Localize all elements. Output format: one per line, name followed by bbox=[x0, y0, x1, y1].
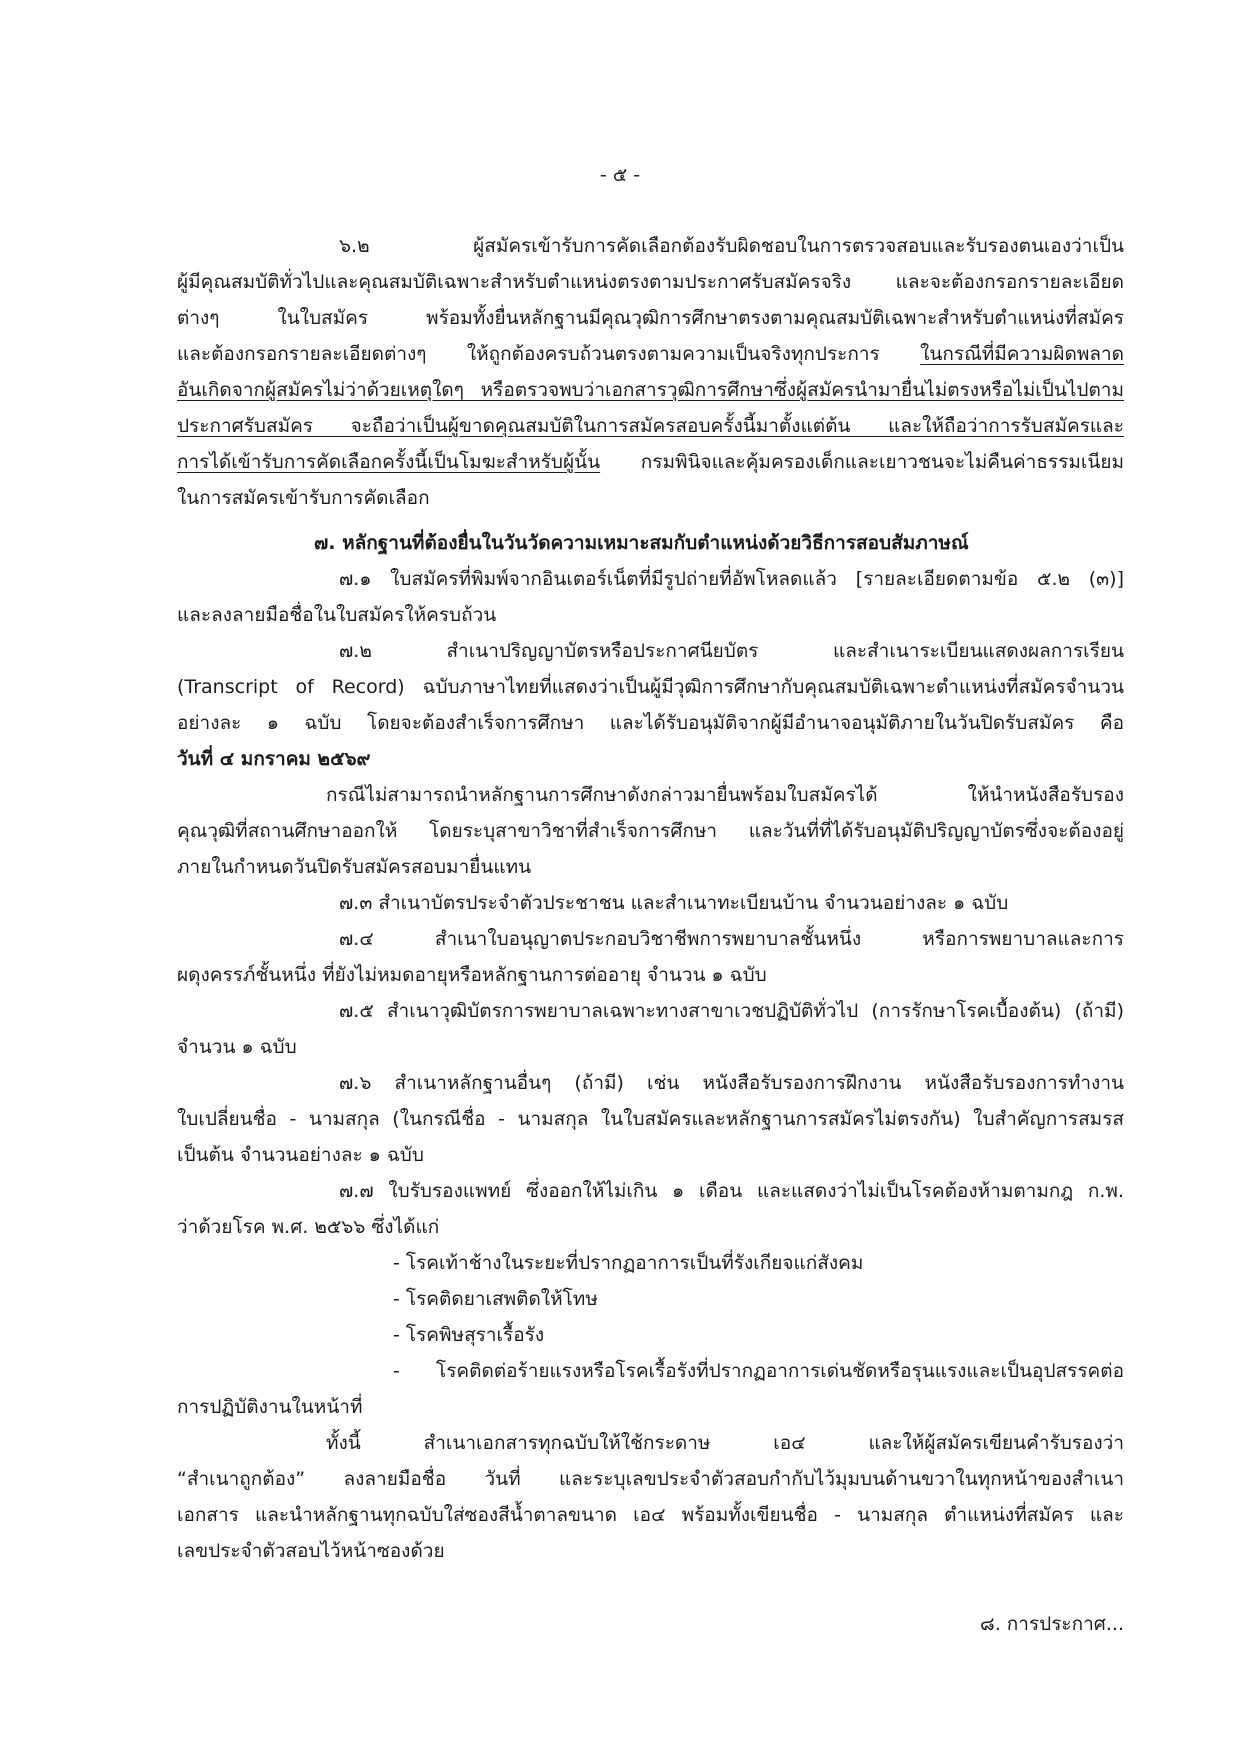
paragraph-line bbox=[177, 444, 1124, 480]
paragraph-line: ต่างๆ ในใบสมัคร พร้อมทั้งยื่นหลักฐานมีคุณวุฒิการศึกษาตรงตามคุณสมบัติเฉพาะสำหรับตำแหน่งที่สมัคร bbox=[177, 307, 1124, 329]
paragraph-line: ๗.๑ ใบสมัครที่พิมพ์จากอินเตอร์เน็ตที่มีรูปถ่ายที่อัพโหลดแล้ว [รายละเอียดตามข้อ ๕.๒ (๓)] bbox=[339, 568, 1124, 590]
list-item: - โรคพิษสุราเรื้อรัง bbox=[393, 1324, 545, 1346]
paragraph-line: ๖.๒ ผู้สมัครเข้ารับการคัดเลือกต้องรับผิดชอบในการตรวจสอบและรับรองตนเองว่าเป็น bbox=[339, 235, 1124, 257]
paragraph-line: (Transcript of Record) ฉบับภาษาไทยที่แสดงว่าเป็นผู้มีวุฒิการศึกษากับคุณสมบัติเฉพาะตำแหน่งที่สมัครจำนวน bbox=[177, 676, 1124, 698]
text-segment: และต้องกรอกรายละเอียดต่างๆ ให้ถูกต้องครบถ้วนตรงตามความเป็นจริงทุกประการ bbox=[177, 343, 921, 365]
paragraph-line: จำนวน ๑ ฉบับ bbox=[177, 1036, 297, 1058]
paragraph-line: และลงลายมือชื่อในใบสมัครให้ครบถ้วน bbox=[177, 604, 497, 626]
paragraph-line: ในการสมัครเข้ารับการคัดเลือก bbox=[177, 487, 430, 509]
paragraph-line bbox=[177, 336, 1124, 372]
section-7-7 bbox=[177, 1173, 1124, 1245]
paragraph-line: ใบเปลี่ยนชื่อ - นามสกุล (ในกรณีชื่อ - นามสกุล ในใบสมัครและหลักฐานการสมัครไม่ตรงกัน) ใบสำคัญการสมรส bbox=[177, 1108, 1124, 1130]
closing-paragraph bbox=[177, 1425, 1124, 1569]
section-7-6 bbox=[177, 1065, 1124, 1173]
section-7-5 bbox=[177, 993, 1124, 1065]
section-7-2-note bbox=[177, 777, 1124, 885]
section-6-2 bbox=[177, 228, 1124, 516]
paragraph-line: “สำเนาถูกต้อง” ลงลายมือชื่อ วันที่ และระบุเลขประจำตัวสอบกำกับไว้มุมบนด้านขวาในทุกหน้าของสำเนา bbox=[177, 1468, 1124, 1490]
list-item: - โรคติดยาเสพติดให้โทษ bbox=[393, 1288, 598, 1310]
closing-date: วันที่ ๔ มกราคม ๒๕๖๙ bbox=[177, 748, 371, 770]
list-item-continuation: การปฏิบัติงานในหน้าที่ bbox=[177, 1396, 363, 1418]
paragraph-line: เอกสาร และนำหลักฐานทุกฉบับใส่ซองสีน้ำตาลขนาด เอ๔ พร้อมทั้งเขียนชื่อ - นามสกุล ตำแหน่งที่สมัคร และ bbox=[177, 1504, 1124, 1526]
section-7-2 bbox=[177, 633, 1124, 777]
disease-list bbox=[177, 1245, 1124, 1425]
paragraph-line: เลขประจำตัวสอบไว้หน้าซองด้วย bbox=[177, 1540, 445, 1562]
text-segment: กรมพินิจและคุ้มครองเด็กและเยาวชนจะไม่คืนค่าธรรมเนียม bbox=[600, 451, 1124, 473]
list-item: - โรคเท้าช้างในระยะที่ปรากฏอาการเป็นที่รังเกียจแก่สังคม bbox=[393, 1252, 864, 1274]
list-item: - โรคติดต่อร้ายแรงหรือโรคเรื้อรังที่ปรากฏอาการเด่นชัดหรือรุนแรงและเป็นอุปสรรคต่อ bbox=[393, 1360, 1124, 1382]
paragraph-line: คุณวุฒิที่สถานศึกษาออกให้ โดยระบุสาขาวิชาที่สำเร็จการศึกษา และวันที่ที่ได้รับอนุมัติปริญญาบัตรซึ่งจะต้องอยู่ bbox=[177, 820, 1124, 842]
underlined-line: ประกาศรับสมัคร จะถือว่าเป็นผู้ขาดคุณสมบัติในการสมัครสอบครั้งนี้มาตั้งแต่ต้น และให้ถือว่าการรับสมัครและ bbox=[177, 415, 1124, 437]
section-7-1 bbox=[177, 561, 1124, 633]
paragraph-line: ว่าด้วยโรค พ.ศ. ๒๕๖๖ ซึ่งได้แก่ bbox=[177, 1216, 440, 1238]
underlined-line: อันเกิดจากผู้สมัครไม่ว่าด้วยเหตุใดๆ หรือตรวจพบว่าเอกสารวุฒิการศึกษาซึ่งผู้สมัครนำมายื่นไม่ตรงหรือไม่เป็นไปตาม bbox=[177, 379, 1124, 401]
paragraph-line: ๗.๔ สำเนาใบอนุญาตประกอบวิชาชีพการพยาบาลชั้นหนึ่ง หรือการพยาบาลและการ bbox=[339, 928, 1124, 950]
paragraph-line: เป็นต้น จำนวนอย่างละ ๑ ฉบับ bbox=[177, 1144, 424, 1166]
paragraph-line: ๗.๖ สำเนาหลักฐานอื่นๆ (ถ้ามี) เช่น หนังสือรับรองการฝึกงาน หนังสือรับรองการทำงาน bbox=[339, 1072, 1124, 1094]
paragraph-line: ทั้งนี้ สำเนาเอกสารทุกฉบับให้ใช้กระดาษ เอ๔ และให้ผู้สมัครเขียนคำรับรองว่า bbox=[326, 1432, 1124, 1454]
document-body bbox=[177, 228, 1124, 1569]
paragraph-line: อย่างละ ๑ ฉบับ โดยจะต้องสำเร็จการศึกษา และได้รับอนุมัติจากผู้มีอำนาจอนุมัติภายในวันปิดรับสมัคร คือ bbox=[177, 712, 1124, 734]
underlined-text: การได้เข้ารับการคัดเลือกครั้งนี้เป็นโมฆะสำหรับผู้นั้น bbox=[177, 451, 601, 473]
next-page-reference: ๘. การประกาศ... bbox=[980, 1613, 1124, 1635]
paragraph-line: ผดุงครรภ์ชั้นหนึ่ง ที่ยังไม่หมดอายุหรือหลักฐานการต่ออายุ จำนวน ๑ ฉบับ bbox=[177, 964, 767, 986]
paragraph-line: ๗.๗ ใบรับรองแพทย์ ซึ่งออกให้ไม่เกิน ๑ เดือน และแสดงว่าไม่เป็นโรคต้องห้ามตามกฎ ก.พ. bbox=[339, 1180, 1124, 1202]
paragraph-line: ๗.๒ สำเนาปริญญาบัตรหรือประกาศนียบัตร และสำเนาระเบียนแสดงผลการเรียน bbox=[339, 640, 1124, 662]
paragraph-line: ภายในกำหนดวันปิดรับสมัครสอบมายื่นแทน bbox=[177, 856, 532, 878]
paragraph-line: กรณีไม่สามารถนำหลักฐานการศึกษาดังกล่าวมายื่นพร้อมใบสมัครได้ ให้นำหนังสือรับรอง bbox=[326, 784, 1124, 806]
section-7-heading: ๗. หลักฐานที่ต้องยื่นในวันวัดความเหมาะสมกับตำแหน่งด้วยวิธีการสอบสัมภาษณ์ bbox=[314, 532, 969, 554]
section-7-3: ๗.๓ สำเนาบัตรประจำตัวประชาชน และสำเนาทะเบียนบ้าน จำนวนอย่างละ ๑ ฉบับ bbox=[339, 892, 1009, 914]
section-7-4 bbox=[177, 921, 1124, 993]
paragraph-line: ผู้มีคุณสมบัติทั่วไปและคุณสมบัติเฉพาะสำหรับตำแหน่งตรงตามประกาศรับสมัครจริง และจะต้องกรอกรายละเอียด bbox=[177, 271, 1124, 293]
page-number: - ๕ - bbox=[599, 164, 641, 186]
underlined-text: ในกรณีที่มีความผิดพลาด bbox=[920, 343, 1124, 365]
paragraph-line: ๗.๕ สำเนาวุฒิบัตรการพยาบาลเฉพาะทางสาขาเวชปฏิบัติทั่วไป (การรักษาโรคเบื้องต้น) (ถ้ามี) bbox=[339, 1000, 1124, 1022]
